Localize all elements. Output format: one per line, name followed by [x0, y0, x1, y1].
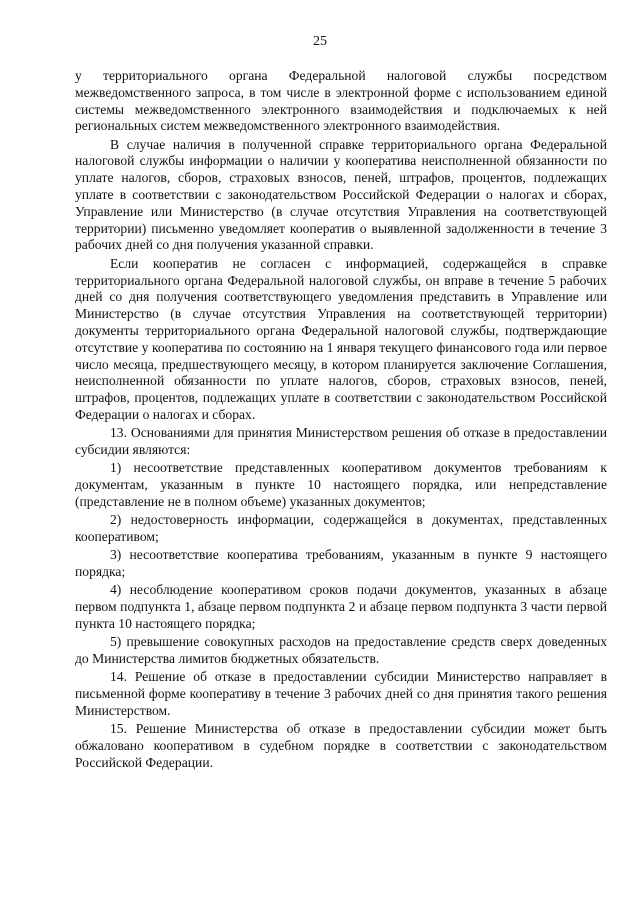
page-number: 25 — [313, 34, 327, 49]
list-item-ground-4: 4) несоблюдение кооперативом сроков подачи документов, указанных в абзаце первом подпункта 1, абзаце первом подпункта 2 и абзаце первом подпункта 3 части первой пункта 10 настоящего порядка; — [75, 582, 607, 631]
clause-14-refusal-notice: 14. Решение об отказе в предоставлении субсидии Министерство направляет в письменной форме кооперативу в течение 3 рабочих дней со дня принятия такого решения Министерством. — [75, 669, 607, 718]
list-item-ground-2: 2) недостоверность информации, содержащейся в документах, представленных кооперативом; — [75, 512, 607, 545]
clause-13-refusal-grounds: 13. Основаниями для принятия Министерством решения об отказе в предоставлении субсидии являются: — [75, 425, 607, 458]
paragraph-continuation: у территориального органа Федеральной налоговой службы посредством межведомственного запроса, в том числе в электронной форме с использованием единой системы межведомственного электронного взаимодействия и подключаемых к ней региональных систем межведомственного электронного взаимодействия. — [75, 68, 607, 134]
paragraph-tax-debt-notice: В случае наличия в полученной справке территориального органа Федеральной налоговой службы информации о наличии у кооператива неисполненной обязанности по уплате налогов, сборов, страховых взносов, пеней, штрафов, процентов, подлежащих уплате в соответствии с законодательством Российской Федерации о налогах и сборах, Управление или Министерство (в случае отсутствия Управления на соответствующей территории) письменно уведомляет кооператив о выявленной задолженности в течение 3 рабочих дней со дня получения указанной справки. — [75, 136, 607, 253]
list-item-ground-3: 3) несоответствие кооператива требованиям, указанным в пункте 9 настоящего порядка; — [75, 547, 607, 580]
document-body — [75, 68, 607, 773]
list-item-ground-1: 1) несоответствие представленных кооперативом документов требованиям к документам, указанным в пункте 10 настоящего порядка, или непредставление (представление не в полном объеме) указанных документов; — [75, 460, 607, 509]
paragraph-cooperative-objection: Если кооператив не согласен с информацией, содержащейся в справке территориального органа Федеральной налоговой службы, он вправе в течение 5 рабочих дней со дня получения соответствующего уведомления представить в Управление или Министерство (в случае отсутствия Управления на соответствующей территории) документы территориального органа Федеральной налоговой службы, подтверждающие отсутствие у кооператива по состоянию на 1 января текущего финансового года или первое число месяца, предшествующего месяцу, в котором планируется заключение Соглашения, неисполненной обязанности по уплате налогов, сборов, страховых взносов, пеней, штрафов, процентов, подлежащих уплате в соответствии с законодательством Российской Федерации о налогах и сборах. — [75, 255, 607, 422]
clause-15-appeal: 15. Решение Министерства об отказе в предоставлении субсидии может быть обжаловано кооперативом в судебном порядке в соответствии с законодательством Российской Федерации. — [75, 721, 607, 770]
list-item-ground-5: 5) превышение совокупных расходов на предоставление средств сверх доведенных до Министерства лимитов бюджетных обязательств. — [75, 634, 607, 667]
